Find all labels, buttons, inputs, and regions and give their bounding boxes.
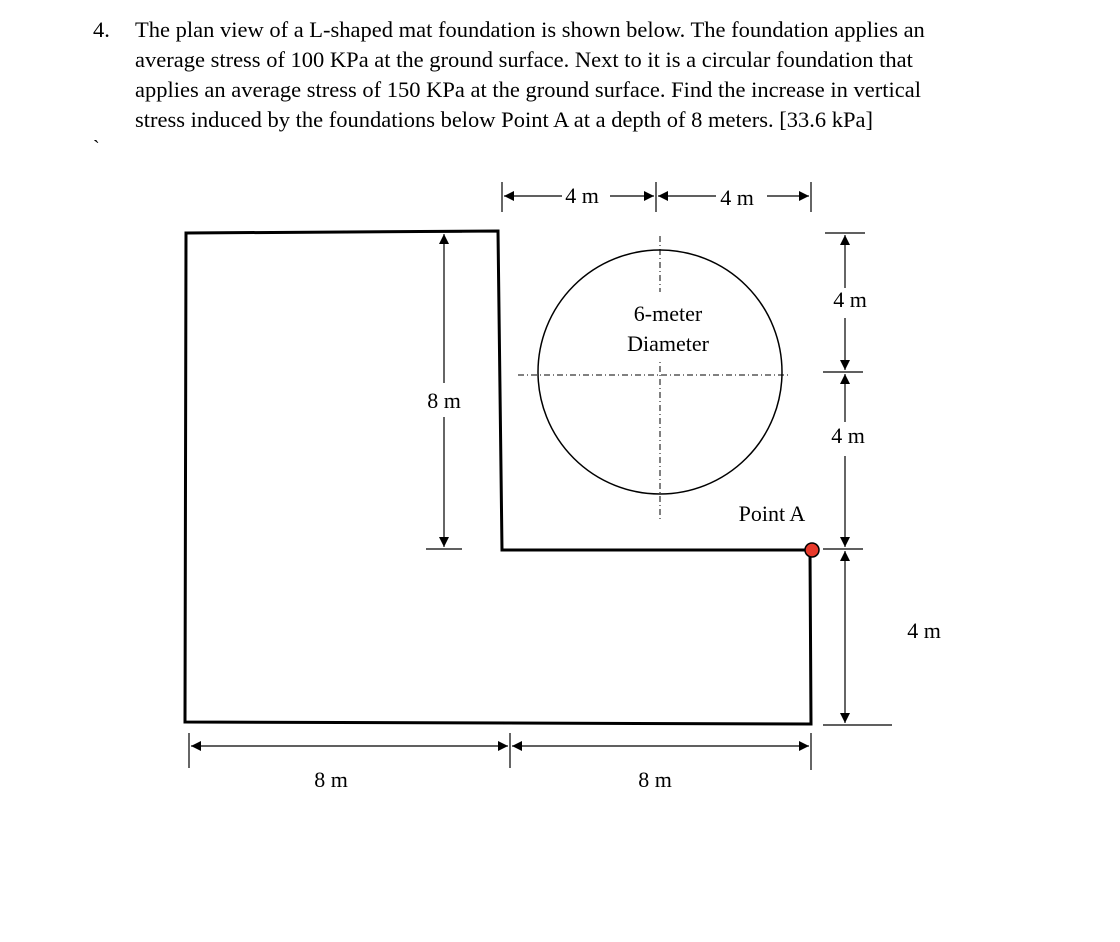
problem-line-3: applies an average stress of 150 KPa at the ground surface. Find the increase in vertical (135, 77, 921, 102)
problem-line-4: stress induced by the foundations below Point A at a depth of 8 meters. [33.6 kPa] (135, 107, 874, 132)
problem-line-1: The plan view of a L-shaped mat foundation is shown below. The foundation applies an (135, 17, 925, 42)
circle-label-line-1: 6-meter (633, 301, 703, 326)
dimension-right-upper-label: 4 m (833, 287, 867, 312)
dimension-right-middle-label: 4 m (831, 423, 865, 448)
circle-label-line-2: Diameter (627, 331, 709, 356)
dimension-bottom-left-label: 8 m (314, 767, 348, 792)
dimension-top-left-label: 4 m (565, 183, 599, 208)
dimension-right-lower-label: 4 m (907, 618, 941, 643)
dimension-bottom (189, 733, 811, 770)
point-a-marker (805, 543, 819, 557)
dimension-bottom-right-label: 8 m (638, 767, 672, 792)
dimension-left-label: 8 m (427, 388, 461, 413)
problem-line-2: average stress of 100 KPa at the ground surface. Next to it is a circular foundation that (135, 47, 913, 72)
problem-number: 4. (93, 17, 110, 42)
dimension-top-right-label: 4 m (720, 185, 754, 210)
stray-mark: ` (93, 137, 100, 159)
dimension-top (502, 182, 811, 212)
point-a-label: Point A (738, 501, 806, 526)
